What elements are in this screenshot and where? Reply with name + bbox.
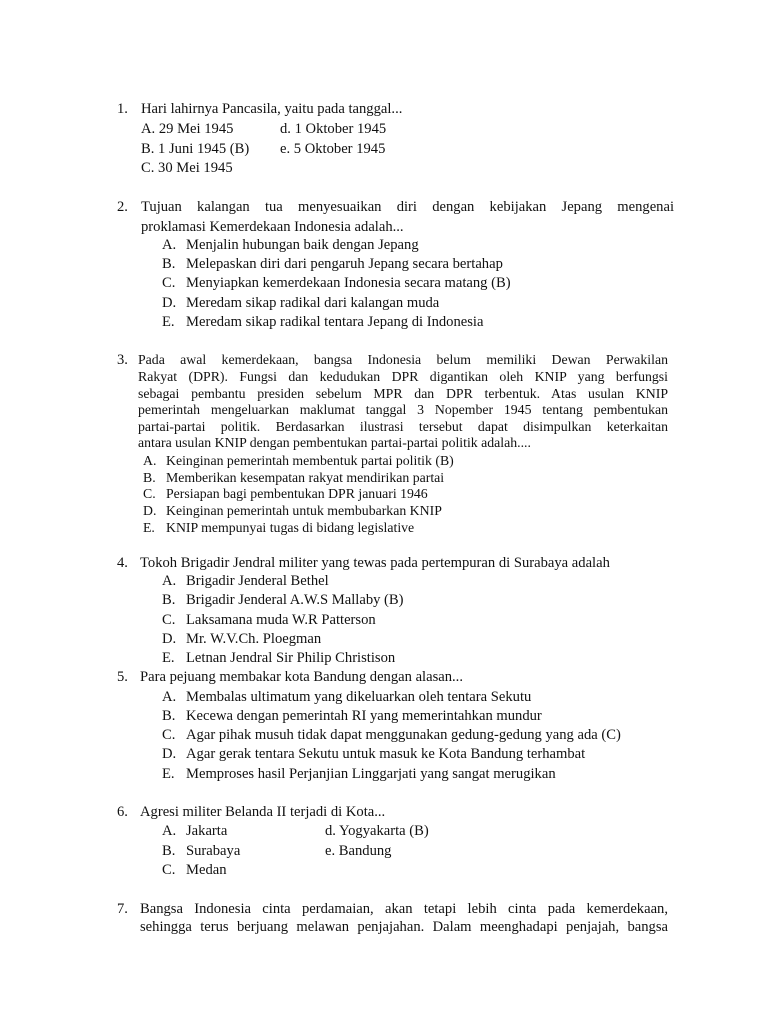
option-b: Kecewa dengan pemerintah RI yang memerintahkan mundur <box>186 708 542 724</box>
option-letter: C. <box>162 862 176 878</box>
option-letter: E. <box>162 650 175 666</box>
option-d: Meredam sikap radikal dari kalangan muda <box>186 295 440 311</box>
option-c: Medan <box>186 862 227 878</box>
option-b: Surabaya <box>186 843 241 859</box>
question-number: 1. <box>117 101 128 117</box>
option-letter: B. <box>162 256 176 272</box>
option-e: e. Bandung <box>325 843 392 859</box>
question-number: 2. <box>117 199 128 215</box>
option-letter: D. <box>162 295 177 311</box>
option-d: d. 1 Oktober 1945 <box>280 121 387 137</box>
option-letter: E. <box>162 766 175 782</box>
option-a: A. 29 Mei 1945 <box>141 121 234 137</box>
option-c: Menyiapkan kemerdekaan Indonesia secara matang (B) <box>186 275 511 291</box>
option-c: Laksamana muda W.R Patterson <box>186 612 376 628</box>
option-letter: B. <box>162 843 176 859</box>
question-text: Tokoh Brigadir Jendral militer yang tewas pada pertempuran di Surabaya adalah <box>140 555 610 571</box>
option-a: Membalas ultimatum yang dikeluarkan oleh tentara Sekutu <box>186 689 532 705</box>
question-number: 7. <box>117 901 128 917</box>
option-a: Jakarta <box>186 823 228 839</box>
option-a: Menjalin hubungan baik dengan Jepang <box>186 237 419 253</box>
question-number: 4. <box>117 555 128 571</box>
question-text-line: sebagai pembantu presiden sebelum MPR dan DPR terbentuk. Atas usulan KNIP <box>138 386 668 401</box>
option-c: Persiapan bagi pembentukan DPR januari 1946 <box>166 486 428 501</box>
option-e: KNIP mempunyai tugas di bidang legislative <box>166 520 415 535</box>
question-text-line: antara usulan KNIP dengan pembentukan partai-partai politik adalah.... <box>138 435 531 450</box>
question-number: 5. <box>117 669 128 685</box>
option-a: Keinginan pemerintah membentuk partai politik (B) <box>166 453 454 468</box>
question-text: Para pejuang membakar kota Bandung dengan alasan... <box>140 669 463 685</box>
question-number: 6. <box>117 804 128 820</box>
question-text: Hari lahirnya Pancasila, yaitu pada tanggal... <box>141 101 403 117</box>
question-text-line: Pada awal kemerdekaan, bangsa Indonesia belum memiliki Dewan Perwakilan <box>138 352 668 367</box>
option-letter: C. <box>162 612 176 628</box>
question-text-line: pemerintah mengeluarkan maklumat tanggal 3 Nopember 1945 tentang pembentukan <box>138 402 668 417</box>
question-text-line: proklamasi Kemerdekaan Indonesia adalah... <box>141 219 404 235</box>
option-letter: C. <box>143 486 156 501</box>
option-e: e. 5 Oktober 1945 <box>280 141 386 157</box>
option-e: Memproses hasil Perjanjian Linggarjati yang sangat merugikan <box>186 766 556 782</box>
option-b: Brigadir Jenderal A.W.S Mallaby (B) <box>186 592 404 608</box>
option-c: C. 30 Mei 1945 <box>141 160 233 176</box>
question-text-line: sehingga terus berjuang melawan penjajahan. Dalam meenghadapi penjajah, bangsa <box>140 919 668 935</box>
option-d: Agar gerak tentara Sekutu untuk masuk ke Kota Bandung terhambat <box>186 746 586 762</box>
option-letter: A. <box>162 573 177 589</box>
option-e: Letnan Jendral Sir Philip Christison <box>186 650 396 666</box>
option-letter: D. <box>162 631 177 647</box>
option-letter: E. <box>143 520 155 535</box>
question-text-line: Rakyat (DPR). Fungsi dan kedudukan DPR digantikan oleh KNIP yang berfungsi <box>138 369 668 384</box>
option-d: Keinginan pemerintah untuk membubarkan KNIP <box>166 503 442 518</box>
option-c: Agar pihak musuh tidak dapat menggunakan gedung-gedung yang ada (C) <box>186 727 621 743</box>
option-letter: C. <box>162 275 176 291</box>
option-b: B. 1 Juni 1945 (B) <box>141 141 250 157</box>
option-letter: A. <box>143 453 157 468</box>
option-letter: D. <box>143 503 157 518</box>
option-letter: A. <box>162 823 177 839</box>
option-letter: B. <box>143 470 156 485</box>
option-letter: B. <box>162 592 176 608</box>
question-text-line: Tujuan kalangan tua menyesuaikan diri dengan kebijakan Jepang mengenai <box>141 199 674 215</box>
option-e: Meredam sikap radikal tentara Jepang di Indonesia <box>186 314 484 330</box>
option-b: Memberikan kesempatan rakyat mendirikan partai <box>166 470 445 485</box>
option-letter: C. <box>162 727 176 743</box>
question-text-line: Bangsa Indonesia cinta perdamaian, akan tetapi lebih cinta pada kemerdekaan, <box>140 901 668 917</box>
option-letter: D. <box>162 746 177 762</box>
option-letter: A. <box>162 689 177 705</box>
option-letter: E. <box>162 314 175 330</box>
option-d: Mr. W.V.Ch. Ploegman <box>186 631 322 647</box>
option-b: Melepaskan diri dari pengaruh Jepang secara bertahap <box>186 256 503 272</box>
option-letter: A. <box>162 237 177 253</box>
option-d: d. Yogyakarta (B) <box>325 823 429 839</box>
question-number: 3. <box>117 352 128 368</box>
option-letter: B. <box>162 708 176 724</box>
question-text: Agresi militer Belanda II terjadi di Kota... <box>140 804 386 820</box>
question-text-line: partai-partai politik. Berdasarkan ilustrasi tersebut dapat disimpulkan keterkaitan <box>138 419 668 434</box>
option-a: Brigadir Jenderal Bethel <box>186 573 329 589</box>
